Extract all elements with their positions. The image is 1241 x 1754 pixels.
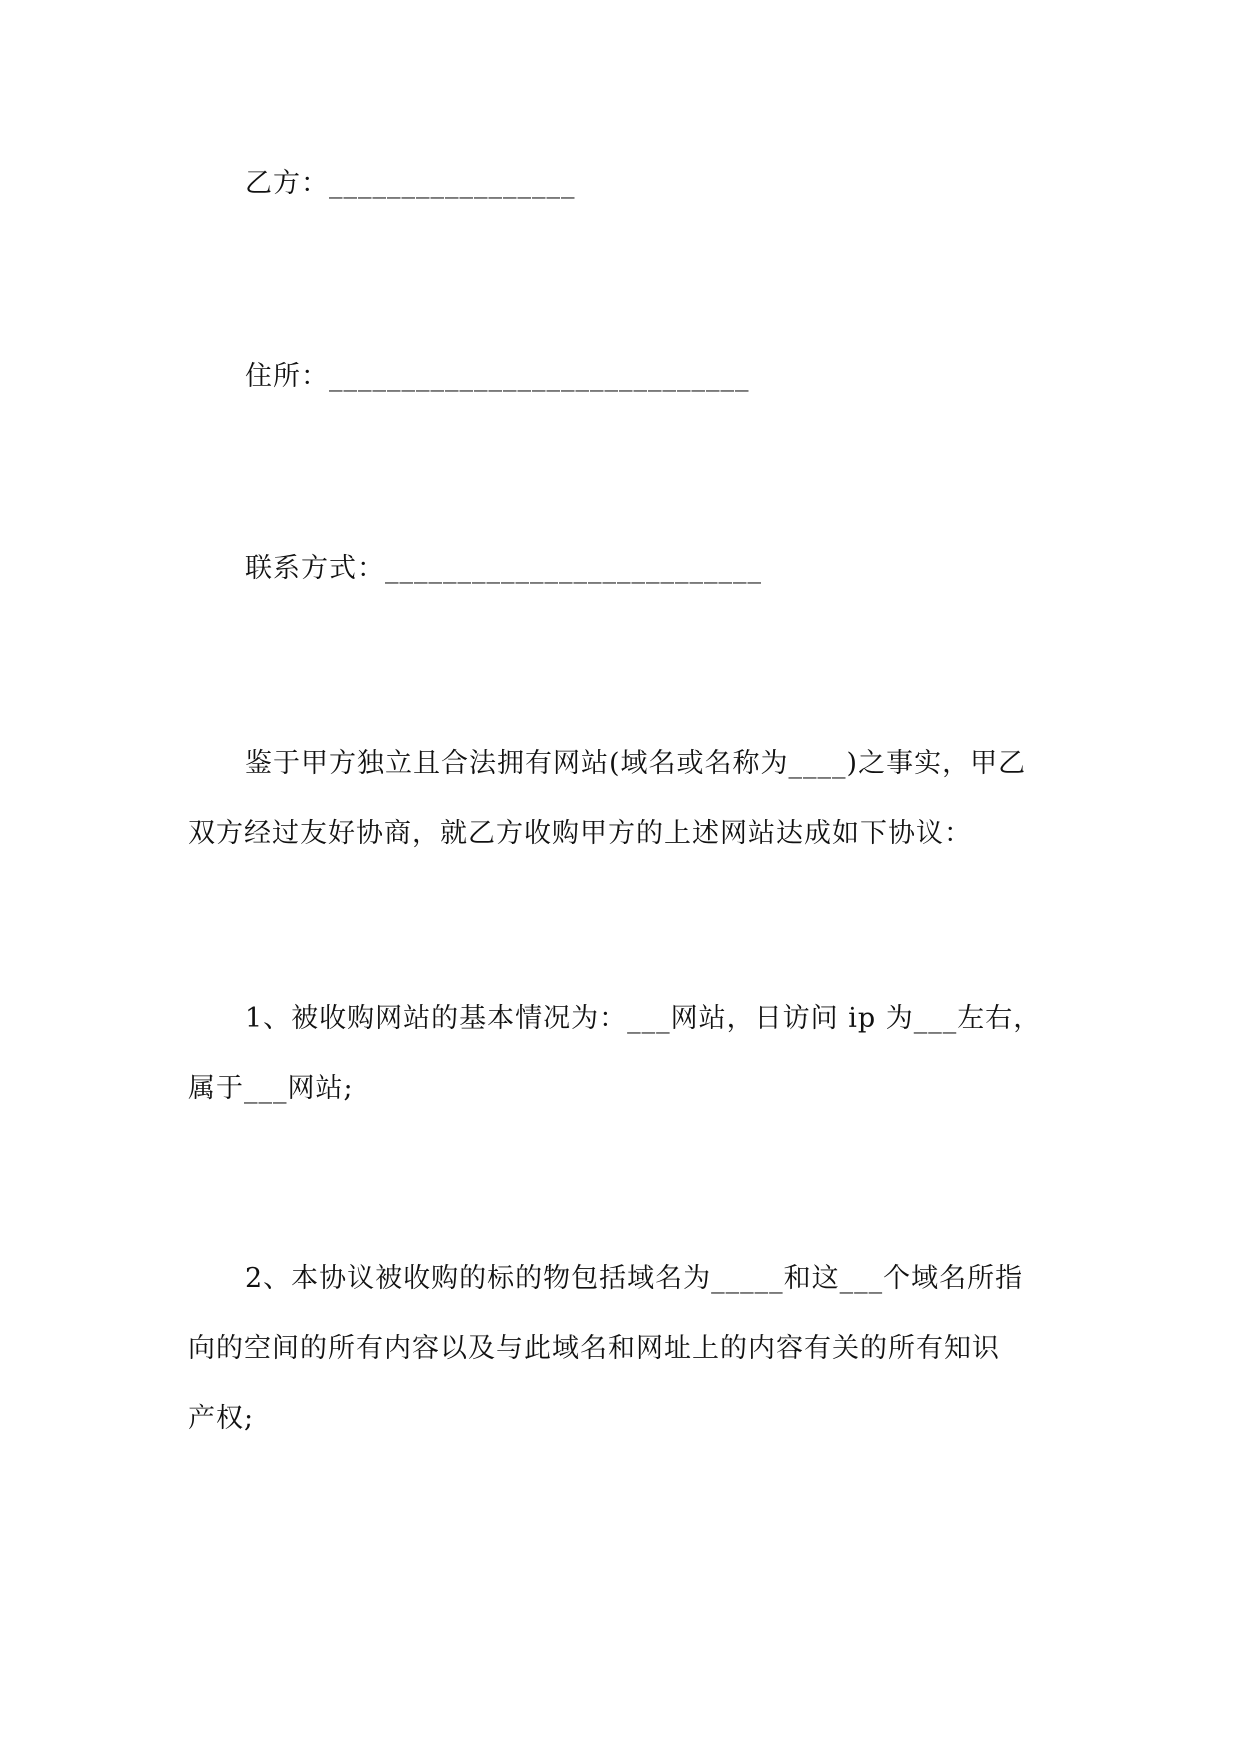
party-b-field: 乙方：_________________ [245,168,576,199]
clause-1-line-1: 1、被收购网站的基本情况为：___网站，日访问 ip 为___左右， [245,1003,1042,1034]
recital-line-2: 双方经过友好协商，就乙方收购甲方的上述网站达成如下协议： [188,818,972,849]
address-field: 住所：_____________________________ [245,361,750,392]
contact-field: 联系方式：__________________________ [245,553,762,584]
recital-line-1: 鉴于甲方独立且合法拥有网站(域名或名称为____)之事实，甲乙 [245,748,1027,779]
clause-1-line-2: 属于___网站; [188,1073,354,1104]
clause-2-line-1: 2、本协议被收购的标的物包括域名为_____和这___个域名所指 [245,1263,1024,1294]
clause-2-line-3: 产权; [188,1403,255,1434]
clause-2-line-2: 向的空间的所有内容以及与此域名和网址上的内容有关的所有知识 [188,1333,1000,1364]
